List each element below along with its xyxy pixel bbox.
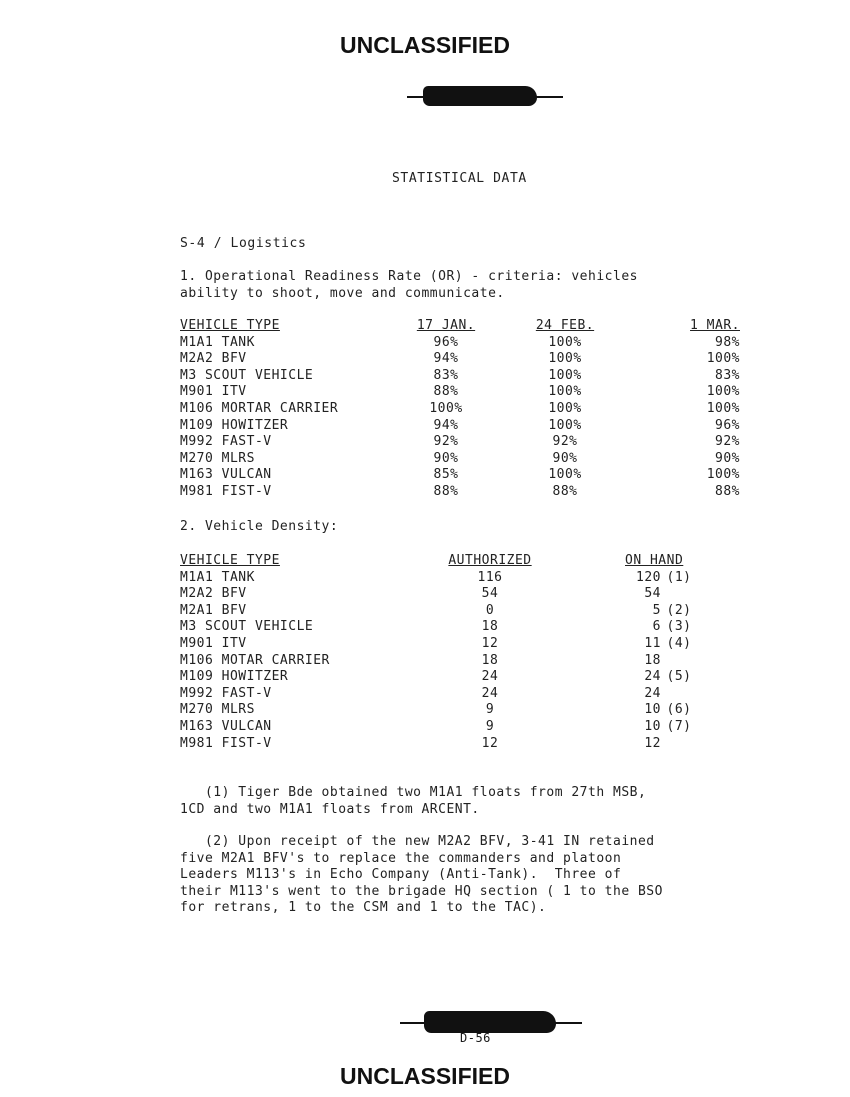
cell: M901 ITV — [180, 635, 247, 651]
cell: 100% — [706, 400, 740, 416]
cell: 96% — [433, 334, 459, 350]
table-row — [180, 401, 740, 418]
on-hand-value: 10 — [644, 718, 661, 734]
table-row — [180, 467, 740, 484]
cell: M270 MLRS — [180, 702, 255, 718]
cell: 90% — [433, 450, 459, 466]
cell: M2A2 BFV — [180, 586, 247, 602]
cell: 83% — [715, 367, 740, 383]
classification-bottom: UNCLASSIFIED — [340, 1063, 510, 1089]
table-row — [180, 719, 710, 736]
col-header-authorized: AUTHORIZED — [448, 553, 532, 568]
footnote-ref: (2) — [666, 602, 692, 618]
footnote-ref: (3) — [666, 619, 692, 635]
footnote-2: (2) Upon receipt of the new M2A2 BFV, 3-41 IN retained five M2A1 BFV's to replace the commanders and platoon Leaders M113's in Echo Company (Anti-Tank). Three of their M113's went to the brigade HQ section ( 1 to the BSO for retrans, 1 to the CSM and 1 to the TAC). — [180, 834, 663, 915]
table-header-row — [180, 318, 740, 335]
table-row — [180, 368, 740, 385]
on-hand-value: 12 — [644, 735, 661, 751]
cell: 85% — [433, 467, 459, 483]
table-row — [180, 702, 710, 719]
section-title: STATISTICAL DATA — [392, 171, 527, 186]
cell: 100% — [706, 351, 740, 367]
cell: 88% — [715, 483, 740, 499]
cell: 96% — [715, 417, 740, 433]
cell: 88% — [433, 384, 459, 400]
cell: 100% — [706, 467, 740, 483]
cell: 24 — [481, 685, 499, 701]
table-row — [180, 484, 740, 501]
vehicle-density-table — [180, 553, 710, 752]
col-header-vehicle-type: VEHICLE TYPE — [180, 553, 280, 568]
cell: M163 VULCAN — [180, 467, 272, 483]
cell: M901 ITV — [180, 384, 247, 400]
cell: M981 FIST-V — [180, 735, 272, 751]
cell: M1A1 TANK — [180, 569, 255, 585]
cell: 90% — [552, 450, 578, 466]
item1-text: 1. Operational Readiness Rate (OR) - criteria: vehicles ability to shoot, move and communicate. — [180, 269, 638, 301]
cell: 100% — [548, 384, 582, 400]
footnote-ref: (7) — [666, 718, 692, 734]
footnote-1: (1) Tiger Bde obtained two M1A1 floats from 27th MSB, 1CD and two M1A1 floats from ARCENT. — [180, 785, 647, 817]
cell: 54 — [481, 586, 499, 602]
cell: 100% — [429, 400, 463, 416]
on-hand-value: 24 — [644, 685, 661, 701]
on-hand-value: 6 — [652, 619, 661, 635]
cell: 12 — [481, 735, 499, 751]
table-row — [180, 434, 740, 451]
table-row — [180, 736, 710, 753]
cell: 18 — [481, 619, 499, 635]
cell: M109 HOWITZER — [180, 417, 289, 433]
on-hand-value: 24 — [644, 669, 661, 685]
cell: M3 SCOUT VEHICLE — [180, 367, 314, 383]
table-row — [180, 384, 740, 401]
cell: 12 — [481, 635, 499, 651]
item2-text: 2. Vehicle Density: — [180, 519, 339, 534]
table-row — [180, 669, 710, 686]
table-row — [180, 603, 710, 620]
cell: 100% — [548, 351, 582, 367]
cell: M992 FAST-V — [180, 434, 272, 450]
cell: M106 MOTAR CARRIER — [180, 652, 330, 668]
cell: 9 — [485, 718, 495, 734]
table-row — [180, 636, 710, 653]
col-header-24-feb: 24 FEB. — [535, 318, 595, 333]
table-row — [180, 686, 710, 703]
table-header-row — [180, 553, 710, 570]
col-header-1-mar: 1 MAR. — [690, 318, 740, 333]
cell: 100% — [706, 384, 740, 400]
cell: M109 HOWITZER — [180, 669, 289, 685]
cell: M2A1 BFV — [180, 602, 247, 618]
cell: 24 — [481, 669, 499, 685]
on-hand-value: 18 — [644, 652, 661, 668]
cell: 98% — [715, 334, 740, 350]
cell: M163 VULCAN — [180, 718, 272, 734]
redaction-block-top — [423, 86, 537, 106]
table-row — [180, 586, 710, 603]
on-hand-value: 11 — [644, 635, 661, 651]
footnote-ref: (5) — [666, 669, 692, 685]
classification-top: UNCLASSIFIED — [340, 32, 510, 58]
cell: 0 — [485, 602, 495, 618]
cell: 83% — [433, 367, 459, 383]
sub-heading: S-4 / Logistics — [180, 236, 307, 251]
cell: M106 MORTAR CARRIER — [180, 400, 339, 416]
cell: 100% — [548, 467, 582, 483]
table-row — [180, 570, 710, 587]
cell: M2A2 BFV — [180, 351, 247, 367]
on-hand-value: 10 — [644, 702, 661, 718]
table-row — [180, 351, 740, 368]
col-header-17-jan: 17 JAN. — [416, 318, 476, 333]
cell: 88% — [433, 483, 459, 499]
table-row — [180, 418, 740, 435]
on-hand-value: 120 — [636, 569, 661, 585]
cell: 9 — [485, 702, 495, 718]
readiness-table — [180, 318, 740, 501]
col-header-on-hand: ON HAND — [625, 553, 684, 568]
footnote-ref: (4) — [666, 635, 692, 651]
cell: M1A1 TANK — [180, 334, 255, 350]
cell: 18 — [481, 652, 499, 668]
cell: 100% — [548, 400, 582, 416]
cell: 92% — [552, 434, 578, 450]
cell: 100% — [548, 367, 582, 383]
footnote-ref: (1) — [666, 569, 692, 585]
cell: 100% — [548, 334, 582, 350]
cell: M3 SCOUT VEHICLE — [180, 619, 314, 635]
cell: 100% — [548, 417, 582, 433]
cell: 90% — [715, 450, 740, 466]
page-number: D-56 — [460, 1031, 491, 1045]
cell: 92% — [433, 434, 459, 450]
cell: M270 MLRS — [180, 450, 255, 466]
footnote-ref: (6) — [666, 702, 692, 718]
cell: 92% — [715, 434, 740, 450]
on-hand-value: 5 — [652, 602, 661, 618]
cell: M981 FIST-V — [180, 483, 272, 499]
cell: 88% — [552, 483, 578, 499]
redaction-block-bottom — [424, 1011, 556, 1033]
table-row — [180, 619, 710, 636]
table-row — [180, 653, 710, 670]
cell: 94% — [433, 351, 459, 367]
table-row — [180, 451, 740, 468]
table-row — [180, 335, 740, 352]
on-hand-value: 54 — [644, 586, 661, 602]
cell: 116 — [477, 569, 503, 585]
cell: M992 FAST-V — [180, 685, 272, 701]
col-header-vehicle-type: VEHICLE TYPE — [180, 318, 280, 333]
cell: 94% — [433, 417, 459, 433]
